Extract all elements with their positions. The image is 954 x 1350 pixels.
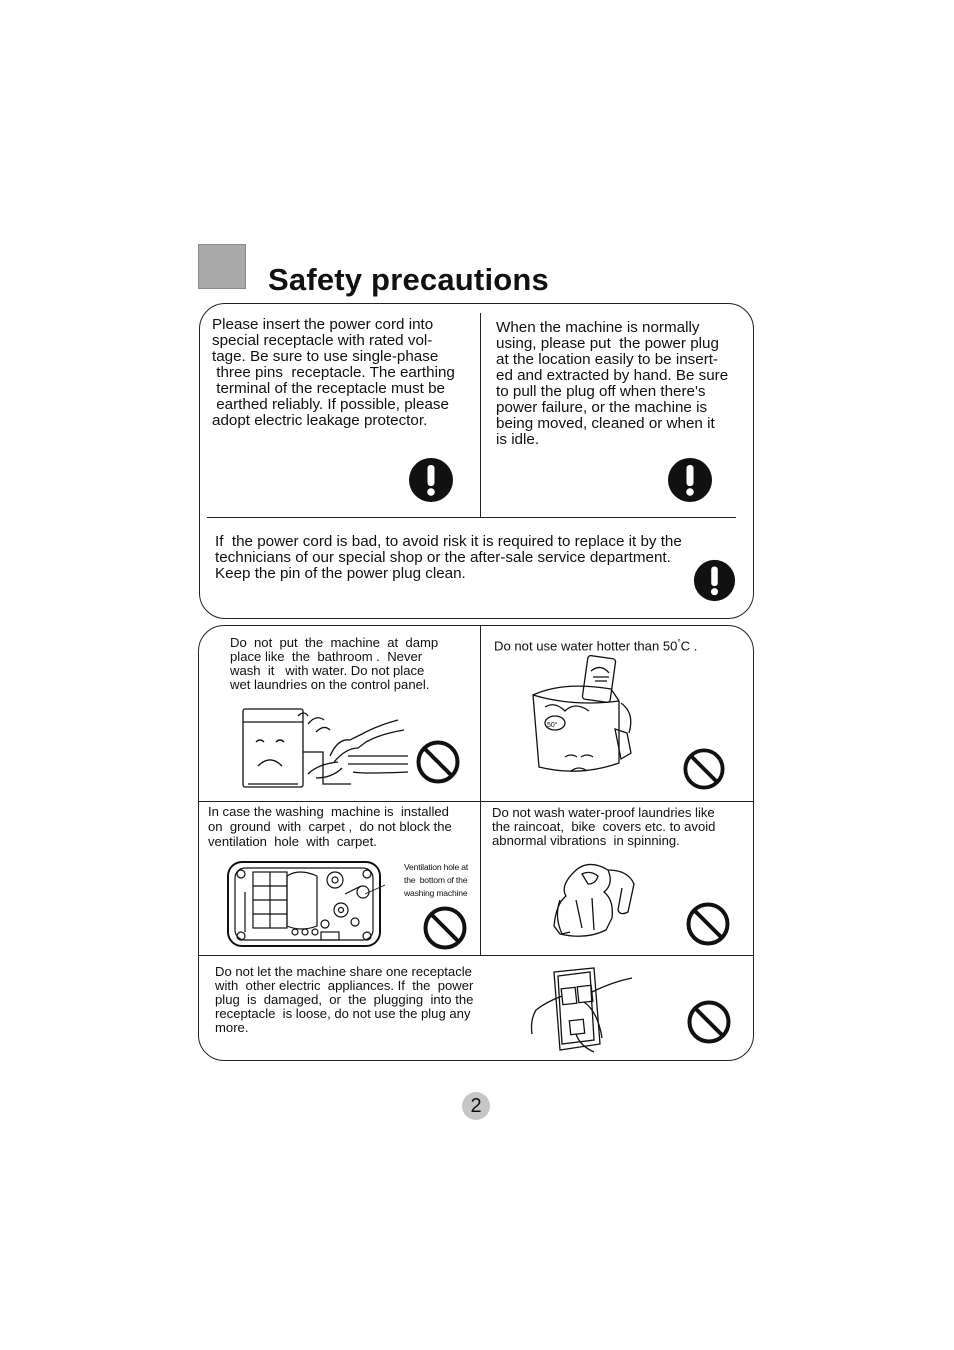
thermometer-reading: 50° bbox=[547, 722, 558, 729]
damaged-cord-text: If the power cord is bad, to avoid risk it is required to replace it by the technicians of our special shop or the after-sale service department. Keep the pin of the power plug clean. bbox=[215, 533, 682, 582]
box1-row-divider bbox=[207, 517, 736, 518]
exclamation-circle-icon bbox=[408, 457, 454, 503]
machine-bottom-view-illustration bbox=[225, 858, 385, 955]
prohibition-icon bbox=[423, 906, 467, 950]
prohibition-icon bbox=[686, 902, 730, 946]
box1-column-divider bbox=[480, 313, 481, 517]
hot-water-machine-illustration bbox=[525, 653, 643, 800]
exclamation-circle-icon bbox=[667, 457, 713, 503]
power-cord-receptacle-text: Please insert the power cord into special receptacle with rated vol- tage. Be sure to use single-phase three pins receptacle. The earthing terminal of the receptacle must be earthed reliably. If possible, please adopt electric leakage protector. bbox=[212, 316, 455, 429]
power-plug-location-text: When the machine is normally using, please put the power plug at the location easily to be insert- ed and extracted by hand. Be sure to pull the plug off when there's power failure, or the machine is being moved, cleaned or when it is idle. bbox=[496, 319, 729, 448]
box2-column-divider bbox=[480, 626, 481, 955]
carpet-ventilation-warning-text: In case the washing machine is installed on ground with carpet , do not block the ventilation hole with carpet. bbox=[208, 804, 452, 849]
machine-sprayed-with-water-illustration bbox=[238, 694, 408, 799]
overloaded-receptacle-illustration bbox=[530, 962, 634, 1061]
section-marker-square bbox=[198, 244, 246, 289]
hot-water-warning-text: Do not use water hotter than 50 bbox=[494, 638, 678, 654]
damp-place-warning-text: Do not put the machine at damp place like the bathroom . Never wash it with water. Do not place wet laundries on the control panel. bbox=[230, 635, 439, 692]
exclamation-circle-icon bbox=[693, 559, 736, 602]
page-title: Safety precautions bbox=[268, 262, 549, 297]
temperature-unit: C . bbox=[680, 638, 698, 654]
prohibition-icon bbox=[416, 740, 460, 784]
page-number: 2 bbox=[462, 1092, 490, 1120]
box2-row-divider-1 bbox=[198, 801, 754, 802]
degree-symbol: ° bbox=[677, 638, 681, 647]
prohibition-icon bbox=[683, 748, 725, 790]
box2-row-divider-2 bbox=[198, 955, 754, 956]
prohibition-icon bbox=[687, 1000, 731, 1044]
ventilation-hole-label: Ventilation hole at the bottom of the washing machine bbox=[404, 862, 469, 898]
hot-water-warning bbox=[494, 636, 697, 653]
shared-receptacle-warning-text: Do not let the machine share one receptacle with other electric appliances. If the power plug is damaged, or the plugging into the receptacle is loose, do not use the plug any more. bbox=[215, 964, 474, 1036]
raincoat-illustration bbox=[552, 860, 638, 947]
waterproof-laundry-warning-text: Do not wash water-proof laundries like the raincoat, bike covers etc. to avoid abnormal vibrations in spinning. bbox=[492, 805, 716, 848]
